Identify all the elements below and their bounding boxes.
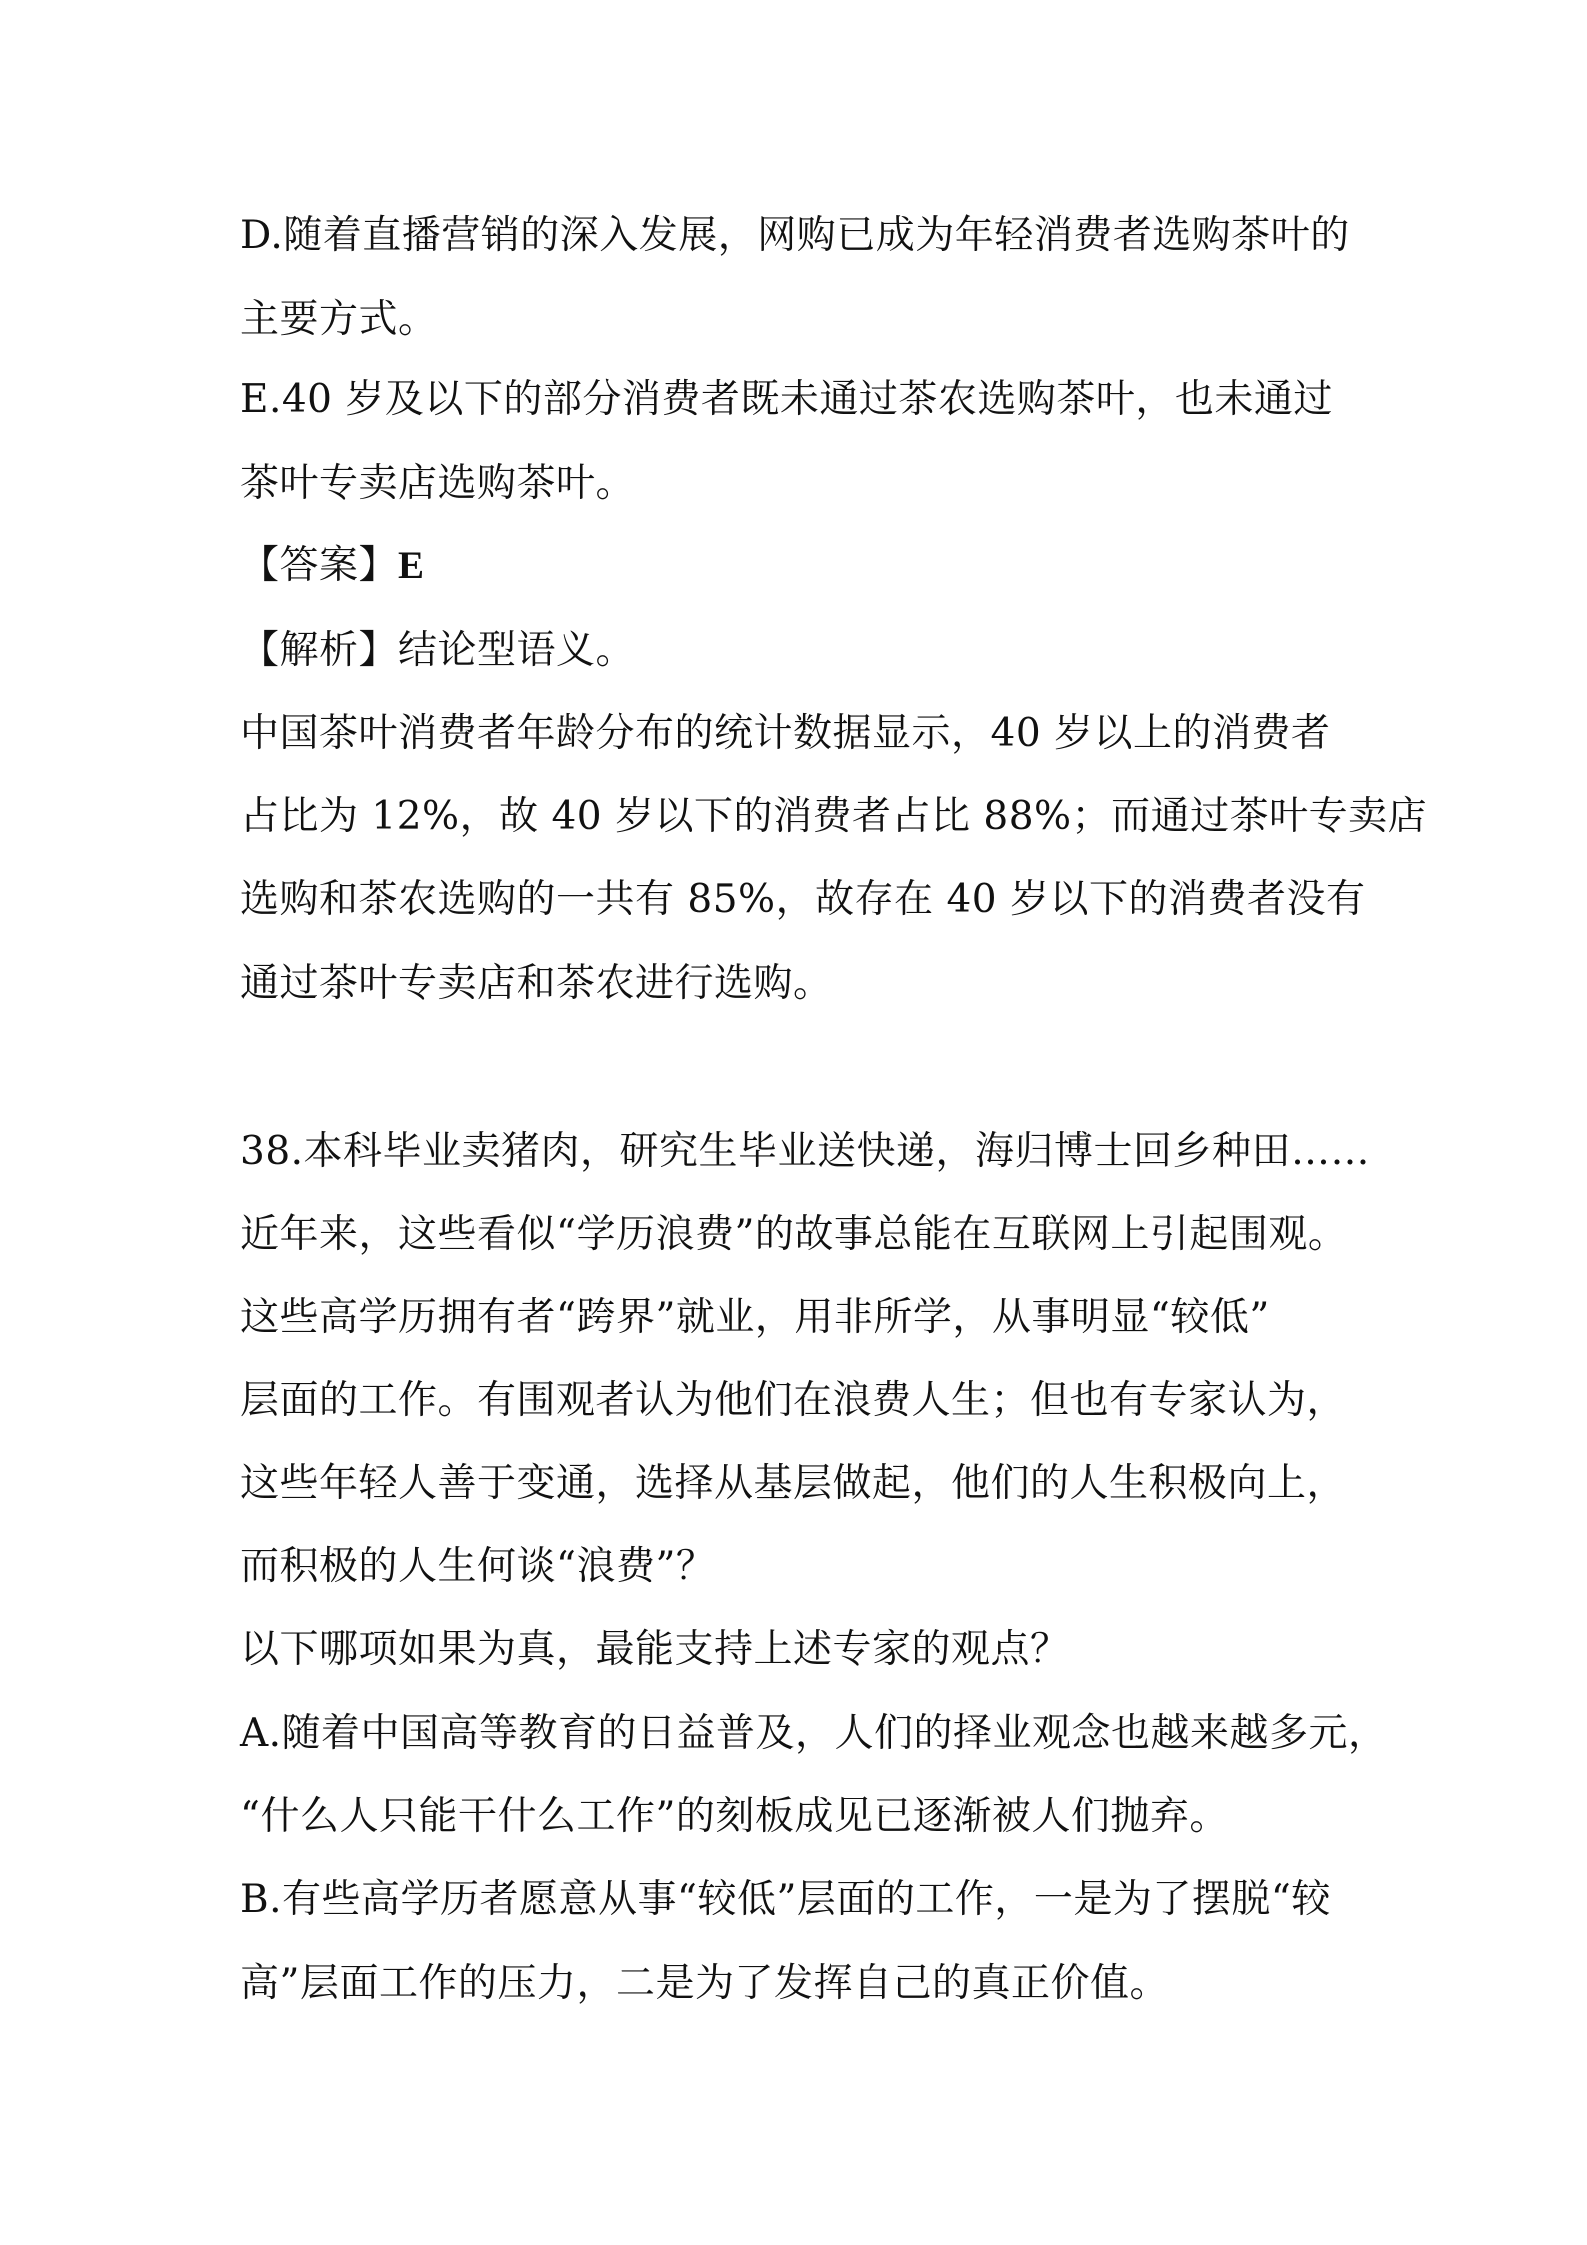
option-d-line-1: D.随着直播营销的深入发展，网购已成为年轻消费者选购茶叶的 xyxy=(240,213,1350,258)
q38-option-a-line-1: A.随着中国高等教育的日益普及，人们的择业观念也越来越多元， xyxy=(240,1711,1388,1756)
analysis-type: 结论型语义。 xyxy=(398,628,636,673)
q38-option-b-line-1: B.有些高学历者愿意从事“较低”层面的工作，一是为了摆脱“较 xyxy=(240,1877,1331,1922)
analysis-text-line-4: 通过茶叶专卖店和茶农进行选购。 xyxy=(240,961,833,1006)
analysis-line xyxy=(240,627,635,675)
answer-value: E xyxy=(398,544,425,587)
option-e-line-1: E.40 岁及以下的部分消费者既未通过茶农选购茶叶，也未通过 xyxy=(240,377,1333,422)
q38-option-b-line-2: 高”层面工作的压力，二是为了发挥自己的真正价值。 xyxy=(240,1961,1169,2006)
q38-stem-line-4: 层面的工作。有围观者认为他们在浪费人生；但也有专家认为， xyxy=(240,1378,1347,1423)
analysis-label: 【解析】 xyxy=(240,628,399,673)
answer-line xyxy=(240,542,425,590)
q38-stem-line-5: 这些年轻人善于变通，选择从基层做起，他们的人生积极向上， xyxy=(240,1461,1347,1506)
option-e-line-2: 茶叶专卖店选购茶叶。 xyxy=(240,461,636,506)
answer-label: 【答案】 xyxy=(240,543,399,588)
analysis-text-line-1: 中国茶叶消费者年龄分布的统计数据显示，40 岁以上的消费者 xyxy=(240,711,1331,756)
q38-stem-line-6: 而积极的人生何谈“浪费”？ xyxy=(240,1544,716,1589)
option-d-line-2: 主要方式。 xyxy=(240,297,438,342)
q38-stem-line-2: 近年来，这些看似“学历浪费”的故事总能在互联网上引起围观。 xyxy=(240,1212,1348,1257)
q38-stem-line-1: 38.本科毕业卖猪肉，研究生毕业送快递，海归博士回乡种田…… xyxy=(240,1129,1371,1174)
q38-option-a-line-2: “什么人只能干什么工作”的刻板成见已逐渐被人们抛弃。 xyxy=(240,1794,1229,1839)
analysis-text-line-2: 占比为 12%，故 40 岁以下的消费者占比 88%；而通过茶叶专卖店 xyxy=(240,794,1428,839)
analysis-text-line-3: 选购和茶农选购的一共有 85%，故存在 40 岁以下的消费者没有 xyxy=(240,877,1366,922)
q38-prompt: 以下哪项如果为真，最能支持上述专家的观点？ xyxy=(240,1627,1070,1672)
q38-stem-line-3: 这些高学历拥有者“跨界”就业，用非所学，从事明显“较低” xyxy=(240,1295,1270,1340)
